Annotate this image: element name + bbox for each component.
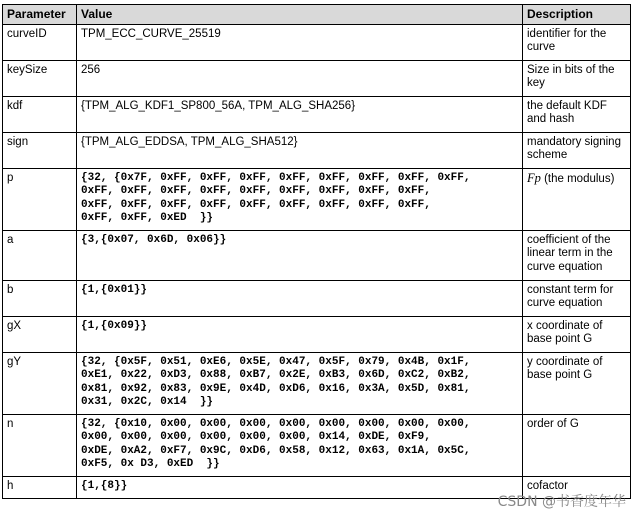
param-description: Size in bits of the key xyxy=(523,60,631,96)
table-row xyxy=(3,352,631,414)
table-row xyxy=(3,168,631,230)
param-description xyxy=(523,168,631,230)
header-value: Value xyxy=(77,5,523,25)
param-description: the default KDF and hash xyxy=(523,96,631,132)
param-name: curveID xyxy=(3,24,77,60)
param-value: {32, {0x10, 0x00, 0x00, 0x00, 0x00, 0x00, 0x00, 0x00, 0x00, 0x00, 0x00, 0x00, 0x00, 0x00, 0x00, 0x14, 0xDE, 0xF9, 0xDE, 0xA2, 0xF7, 0x9C, 0xD6, 0x58, 0x12, 0x63, 0x1A, 0x5C, 0xF5, 0x D3, 0xED }} xyxy=(77,414,523,476)
param-description: cofactor xyxy=(523,476,631,498)
param-name: a xyxy=(3,230,77,280)
param-description-text: (the modulus) xyxy=(540,172,615,185)
param-description: coefficient of the linear term in the curve equation xyxy=(523,230,631,280)
param-description: x coordinate of base point G xyxy=(523,316,631,352)
table-row xyxy=(3,316,631,352)
table-row xyxy=(3,60,631,96)
param-name: b xyxy=(3,280,77,316)
param-name: gY xyxy=(3,352,77,414)
param-description: y coordinate of base point G xyxy=(523,352,631,414)
param-name: kdf xyxy=(3,96,77,132)
header-parameter: Parameter xyxy=(3,5,77,25)
param-value: {1,{0x09}} xyxy=(77,316,523,352)
table-row xyxy=(3,414,631,476)
param-description: mandatory signing scheme xyxy=(523,132,631,168)
param-value: {TPM_ALG_KDF1_SP800_56A, TPM_ALG_SHA256} xyxy=(77,96,523,132)
param-value: 256 xyxy=(77,60,523,96)
table-row xyxy=(3,96,631,132)
param-name: h xyxy=(3,476,77,498)
header-row xyxy=(3,5,631,25)
watermark: CSDN @书香度年华 xyxy=(497,494,626,510)
param-description: identifier for the curve xyxy=(523,24,631,60)
table-row xyxy=(3,132,631,168)
param-name: p xyxy=(3,168,77,230)
param-value: {1,{8}} xyxy=(77,476,523,498)
table-row xyxy=(3,230,631,280)
param-value: {1,{0x01}} xyxy=(77,280,523,316)
param-value: TPM_ECC_CURVE_25519 xyxy=(77,24,523,60)
header-description: Description xyxy=(523,5,631,25)
table-row xyxy=(3,24,631,60)
fp-symbol: Fp xyxy=(527,170,541,185)
param-value: {32, {0x7F, 0xFF, 0xFF, 0xFF, 0xFF, 0xFF, 0xFF, 0xFF, 0xFF, 0xFF, 0xFF, 0xFF, 0xFF, 0xFF, 0xFF, 0xFF, 0xFF, 0xFF, 0xFF, 0xFF, 0xFF, 0xFF, 0xFF, 0xFF, 0xFF, 0xFF, 0xFF, 0xFF, 0xFF, 0xED }} xyxy=(77,168,523,230)
param-value: {3,{0x07, 0x6D, 0x06}} xyxy=(77,230,523,280)
param-value: {TPM_ALG_EDDSA, TPM_ALG_SHA512} xyxy=(77,132,523,168)
param-name: gX xyxy=(3,316,77,352)
table-row xyxy=(3,280,631,316)
param-name: n xyxy=(3,414,77,476)
param-value: {32, {0x5F, 0x51, 0xE6, 0x5E, 0x47, 0x5F, 0x79, 0x4B, 0x1F, 0xE1, 0x22, 0xD3, 0x88, 0xB7, 0x2E, 0xB3, 0x6D, 0xC2, 0xB2, 0x81, 0x92, 0x83, 0x9E, 0x4D, 0xD6, 0x16, 0x3A, 0x5D, 0x81, 0x31, 0x2C, 0x14 }} xyxy=(77,352,523,414)
param-name: sign xyxy=(3,132,77,168)
param-name: keySize xyxy=(3,60,77,96)
param-description: order of G xyxy=(523,414,631,476)
curve-parameter-table xyxy=(2,4,631,499)
param-description: constant term for curve equation xyxy=(523,280,631,316)
